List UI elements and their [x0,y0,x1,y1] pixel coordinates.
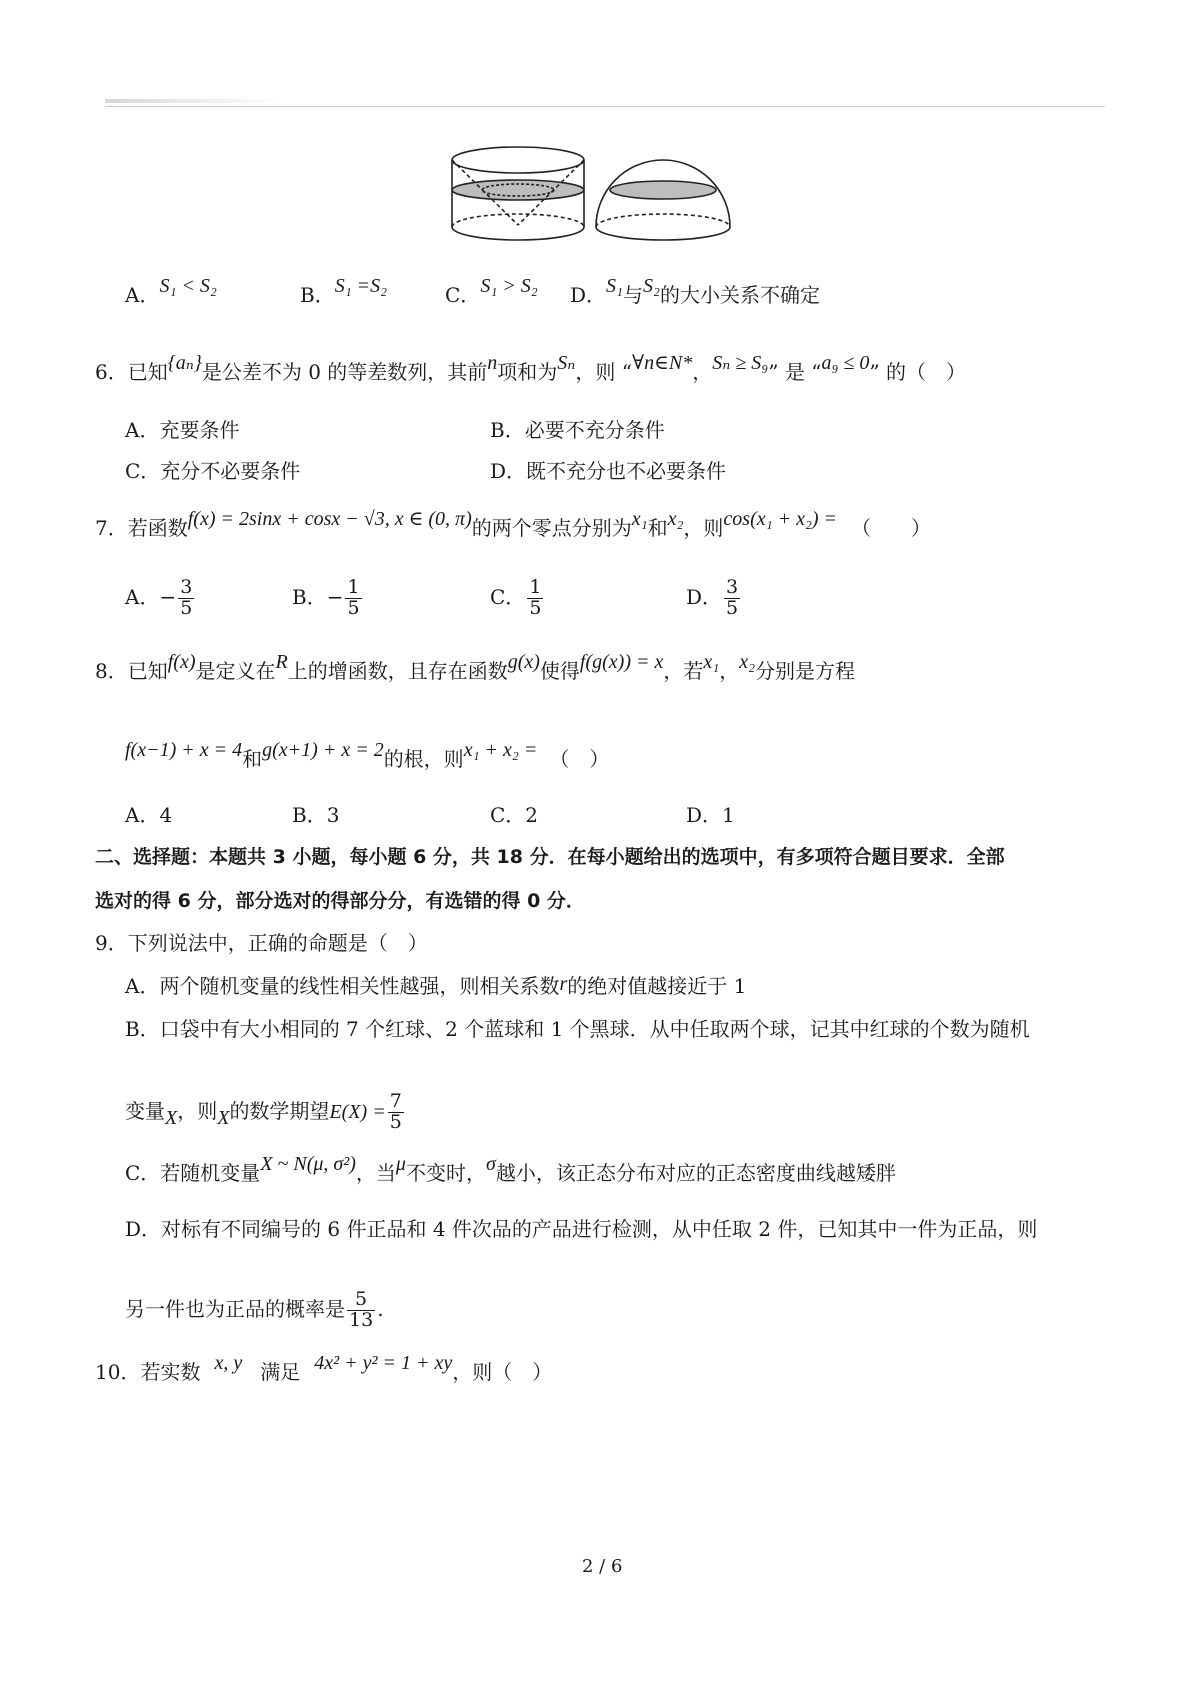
q5-option-a: A．S₁ < S₂ [125,275,217,307]
section2-heading-line1: 二、选择题：本题共 3 小题，每小题 6 分，共 18 分．在每小题给出的选项中，有多项符合题目要求．全部 [95,846,1005,868]
q8-option-d: D．1 [686,803,735,827]
q5-option-d: D．S₁与S₂的大小关系不确定 [570,275,820,307]
header-rule [105,106,1105,107]
cylinder-with-cone [452,147,584,240]
q9-option-d-line2: 另一件也为正品的概率是 $\frac{5}{13}$ . [125,1288,384,1331]
page-number: 2 / 6 [582,1556,623,1577]
q5-option-b: B．S₁ =S₂ [300,275,388,307]
q7-option-b: B．− $\frac{1}{5}$ [292,576,360,619]
q9-option-b-line1: B．口袋中有大小相同的 7 个红球、2 个蓝球和 1 个黑球．从中任取两个球，记其中红球的个数为随机 [125,1017,1030,1041]
q9-stem: 9．下列说法中，正确的命题是（ ） [95,931,428,955]
q6-option-c: C．充分不必要条件 [125,459,301,483]
hemisphere [596,160,730,240]
header-smudge [105,99,285,103]
q7-option-a: A．− $\frac{3}{5}$ [125,576,193,619]
q8-option-b: B．3 [292,803,340,827]
section2-heading-line2: 选对的得 6 分，部分选对的得部分分，有选错的得 0 分． [95,890,585,912]
q7-stem: 7．若函数f(x) = 2sinx + cosx − √3, x ∈ (0, π)的两个零点分别为x₁和x₂，则cos(x₁ + x₂) = （ ） [95,508,932,540]
q8-stem-line1: 8．已知f(x)是定义在R上的增函数，且存在函数g(x)使得f(g(x)) = x，若x₁，x₂分别是方程 [95,651,856,683]
q5-option-c: C．S₁ > S₂ [445,275,538,307]
q9-option-d-line1: D．对标有不同编号的 6 件正品和 4 件次品的产品进行检测，从中任取 2 件，已知其中一件为正品，则 [125,1217,1038,1241]
q8-option-a: A．4 [125,803,173,827]
q6-option-d: D．既不充分也不必要条件 [490,459,727,483]
q7-option-d: D． $\frac{3}{5}$ [686,576,739,619]
q6-option-a: A．充要条件 [125,418,240,442]
q8-option-c: C．2 [490,803,539,827]
q9-option-c: C．若随机变量X ~ N(μ, σ²)，当μ不变时，σ越小，该正态分布对应的正态密度曲线越矮胖 [125,1153,896,1185]
geometry-figure [450,145,760,260]
q9-option-b-line2: 变量X，则X的数学期望E(X) = $\frac{7}{5}$ [125,1090,402,1133]
q10-stem: 10．若实数 x, y 满足 4x² + y² = 1 + xy，则（ ） [95,1352,553,1384]
q9-option-a: A．两个随机变量的线性相关性越强，则相关系数r的绝对值越接近于 1 [125,973,747,998]
q8-stem-line2: f(x−1) + x = 4和g(x+1) + x = 2的根，则x₁ + x₂ = （ ） [125,739,610,771]
q7-option-c: C． $\frac{1}{5}$ [490,576,542,619]
q6-option-b: B．必要不充分条件 [490,418,665,442]
q6-stem: 6．已知{aₙ}是公差不为 0 的等差数列，其前n项和为Sₙ，则 “∀n∈N*，Sₙ ≥ S₉” 是 “a₉ ≤ 0” 的（ ） [95,352,966,384]
